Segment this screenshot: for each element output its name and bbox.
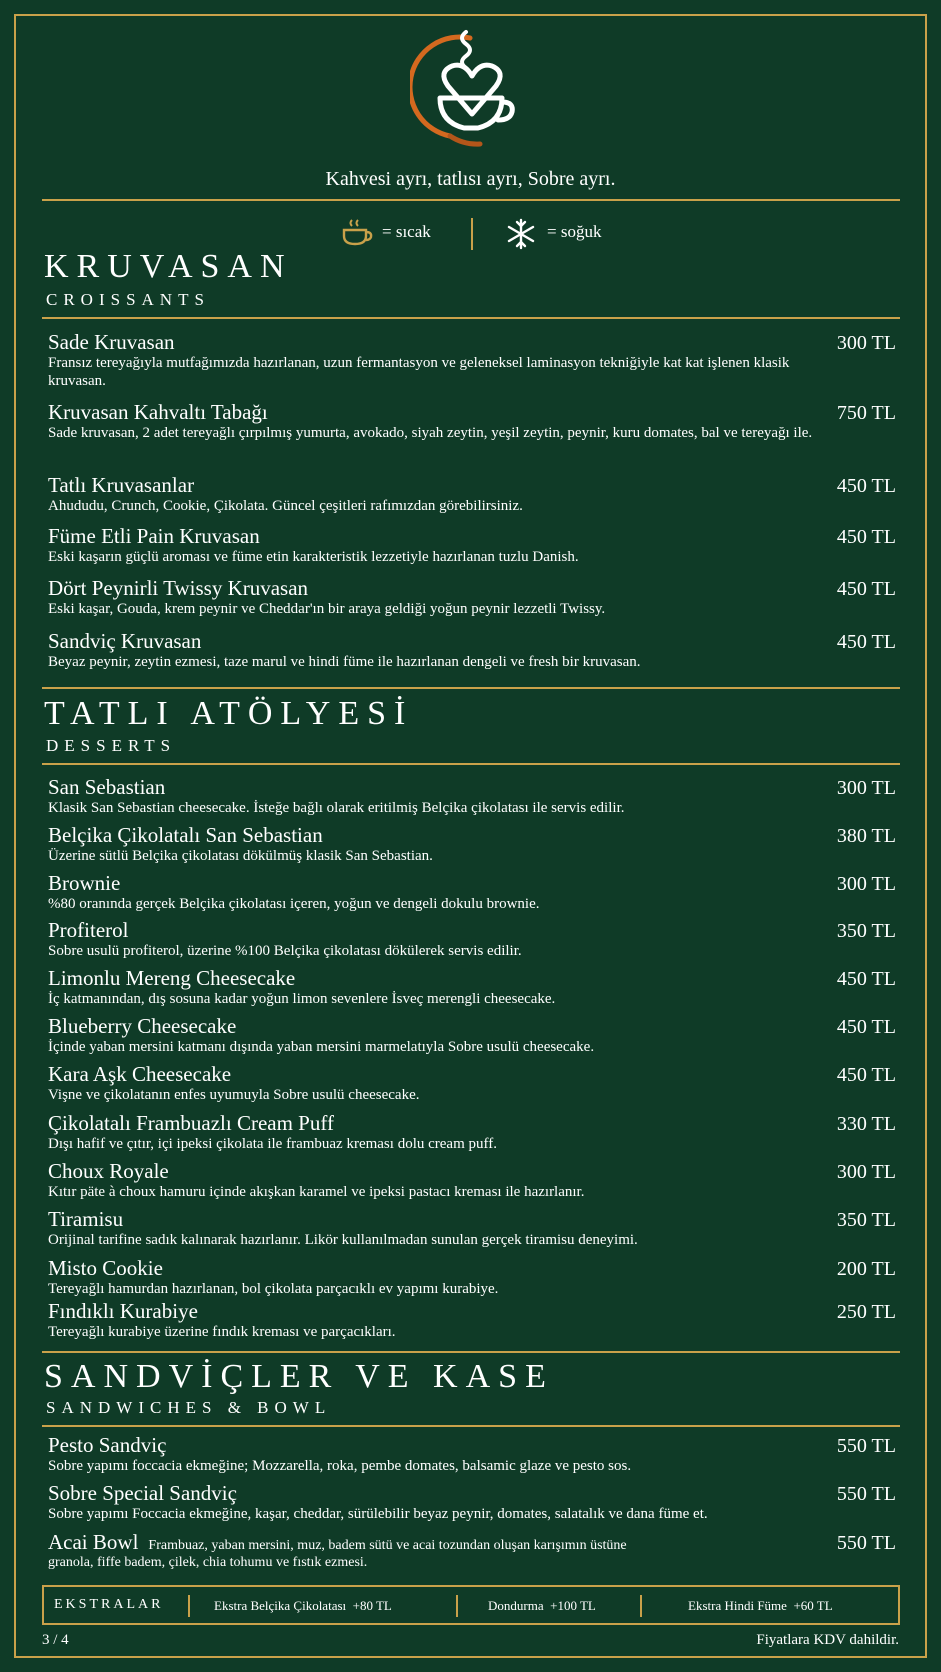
item-description: Tereyağlı kurabiye üzerine fındık kreması ve parçacıkları. [48,1324,396,1340]
legend-separator [471,218,473,250]
item-name: Çikolatalı Frambuazlı Cream Puff [48,1111,334,1135]
divider [42,317,900,319]
item-price: 450 TL [836,526,896,548]
extras-box [42,1585,900,1625]
cold-label: = soğuk [547,222,602,241]
menu-item [48,775,900,817]
item-description: Dışı hafif ve çıtır, içi ipeksi çikolata ile frambuaz kreması dolu cream puff. [48,1136,497,1152]
extras-separator [456,1595,458,1617]
section-subtitle-sandwiches: SANDWICHES & BOWL [46,1398,332,1417]
item-price: 450 TL [836,578,896,600]
item-description: Klasik San Sebastian cheesecake. İsteğe bağlı olarak eritilmiş Belçika çikolatası ile servis edilir. [48,800,625,816]
extra-price: +80 TL [352,1598,392,1613]
extra-price: +60 TL [793,1598,833,1613]
item-name: Blueberry Cheesecake [48,1014,237,1038]
menu-item [48,330,900,390]
section-subtitle-croissants: CROISSANTS [46,290,210,309]
menu-item [48,400,900,442]
extras-separator [640,1595,642,1617]
divider [42,1351,900,1353]
item-price: 450 TL [836,475,896,497]
item-name: Sade Kruvasan [48,330,175,354]
section-title-desserts: TATLI ATÖLYESİ [44,695,414,732]
item-description: Eski kaşarın güçlü aroması ve füme etin karakteristik lezzetiyle hazırlanan tuzlu Danish. [48,549,579,565]
section-subtitle-desserts: DESSERTS [46,736,177,755]
item-price: 300 TL [836,1161,896,1183]
item-name: Profiterol [48,918,129,942]
menu-item [48,1481,900,1523]
item-price: 450 TL [836,1016,896,1038]
temperature-legend [340,218,640,254]
menu-item [48,1530,900,1572]
menu-item [48,629,900,671]
item-description: İçinde yaban mersini katmanı dışında yaban mersini marmelatıyla Sobre usulü cheesecake. [48,1039,595,1055]
item-price: 330 TL [836,1113,896,1135]
divider [42,1425,900,1427]
item-name: Sobre Special Sandviç [48,1481,237,1505]
item-price: 300 TL [836,777,896,799]
item-name: Dört Peynirli Twissy Kruvasan [48,576,309,600]
item-price: 450 TL [836,1064,896,1086]
item-description: Sobre yapımı Foccacia ekmeğine, kaşar, cheddar, sürülebilir beyaz peynir, domates, salatalık ve dana füme et. [48,1506,708,1522]
extras-label: EKSTRALAR [54,1597,164,1612]
hot-label: = sıcak [382,222,431,241]
extras-separator [188,1595,190,1617]
item-price: 250 TL [836,1301,896,1323]
extra-name: Ekstra Hindi Füme [688,1598,787,1613]
item-description: Eski kaşar, Gouda, krem peynir ve Cheddar'ın bir araya geldiği yoğun peynir lezzetli Twissy. [48,601,606,617]
vat-note: Fiyatlara KDV dahildir. [756,1632,899,1648]
item-name: Limonlu Mereng Cheesecake [48,966,296,990]
menu-item [48,524,900,566]
item-description: Fransız tereyağıyla mutfağımızda hazırlanan, uzun fermantasyon ve geleneksel laminasyon tekniğiyle kat kat işlenen klasik kruvasan. [48,355,790,389]
menu-item [48,1433,900,1475]
item-name: Fındıklı Kurabiye [48,1299,198,1323]
menu-item [48,1111,900,1153]
item-price: 450 TL [836,968,896,990]
item-description-continued: granola, fiffe badem, çilek, chia tohumu ve fıstık ezmesi. [48,1555,368,1570]
item-description: Vişne ve çikolatanın enfes uyumuyla Sobre usulü cheesecake. [48,1087,420,1103]
item-description: %80 oranında gerçek Belçika çikolatası içeren, yoğun ve dengeli dokulu brownie. [48,896,540,912]
item-price: 350 TL [836,920,896,942]
section-title-croissants: KRUVASAN [44,248,293,285]
extra-name: Ekstra Belçika Çikolatası [214,1598,347,1613]
item-price: 300 TL [836,332,896,354]
extra-name: Dondurma [488,1598,544,1613]
item-name: Pesto Sandviç [48,1433,167,1457]
page-number: 3 / 4 [42,1632,69,1648]
item-description: Üzerine sütlü Belçika çikolatası dökülmüş klasik San Sebastian. [48,848,433,864]
hot-cup-icon [340,218,374,248]
brand-tagline: Kahvesi ayrı, tatlısı ayrı, Sobre ayrı. [325,168,616,190]
item-description: Orijinal tarifine sadık kalınarak hazırlanır. Likör kullanılmadan sunulan gerçek tiramisu deneyimi. [48,1232,638,1248]
item-name: Misto Cookie [48,1256,163,1280]
menu-item [48,1299,900,1341]
menu-item [48,1062,900,1104]
item-name: San Sebastian [48,775,166,799]
menu-item [48,871,900,913]
menu-item [48,823,900,865]
item-name: Kara Aşk Cheesecake [48,1062,232,1086]
item-name: Tatlı Kruvasanlar [48,473,195,497]
item-name: Choux Royale [48,1159,169,1183]
item-description: Beyaz peynir, zeytin ezmesi, taze marul ve hindi füme ile hazırlanan dengeli ve fresh bir kruvasan. [48,654,641,670]
menu-item [48,966,900,1008]
item-price: 750 TL [836,402,896,424]
divider [42,763,900,765]
item-name: Tiramisu [48,1207,124,1231]
item-name: Füme Etli Pain Kruvasan [48,524,260,548]
item-price: 350 TL [836,1209,896,1231]
item-description: Kıtır päte à choux hamuru içinde akışkan karamel ve ipeksi pastacı kreması ile hazırlanır. [48,1184,585,1200]
item-price: 200 TL [836,1258,896,1280]
menu-item [48,1207,900,1249]
menu-item [48,1014,900,1056]
item-description: Sade kruvasan, 2 adet tereyağlı çırpılmış yumurta, avokado, siyah zeytin, yeşil zeytin, peynir, kuru domates, bal ve tereyağı ile. [48,425,813,441]
extra-item [488,1598,596,1614]
item-price: 380 TL [836,825,896,847]
snowflake-icon [505,218,537,250]
sobre-logo [410,24,536,150]
item-description: Sobre usulü profiterol, üzerine %100 Belçika çikolatası dökülerek servis edilir. [48,943,522,959]
item-name: Brownie [48,871,121,895]
menu-item [48,473,900,515]
extra-item [214,1598,392,1614]
extra-price: +100 TL [550,1598,596,1613]
item-description: Frambuaz, yaban mersini, muz, badem sütü ve acai tozundan oluşan karışımın üstüne [148,1538,627,1553]
item-description: Ahududu, Crunch, Cookie, Çikolata. Güncel çeşitleri rafımızdan görebilirsiniz. [48,498,523,514]
item-price: 450 TL [836,631,896,653]
item-name: Belçika Çikolatalı San Sebastian [48,823,323,847]
item-price: 550 TL [836,1435,896,1457]
item-description: İç katmanından, dış sosuna kadar yoğun limon sevenlere İsveç merengli cheesecake. [48,991,556,1007]
item-name: Acai Bowl [48,1530,139,1554]
item-price: 300 TL [836,873,896,895]
divider [42,687,900,689]
menu-item [48,576,900,618]
extra-item [688,1598,833,1614]
menu-item [48,1256,900,1298]
menu-item [48,1159,900,1201]
section-title-sandwiches: SANDVİÇLER VE KASE [44,1358,554,1395]
item-price: 550 TL [836,1532,896,1554]
item-name: Sandviç Kruvasan [48,629,202,653]
item-description: Tereyağlı hamurdan hazırlanan, bol çikolata parçacıklı ev yapımı kurabiye. [48,1281,499,1297]
item-description: Sobre yapımı foccacia ekmeğine; Mozzarella, roka, pembe domates, balsamic glaze ve pesto sos. [48,1458,632,1474]
menu-item [48,918,900,960]
item-price: 550 TL [836,1483,896,1505]
divider [42,199,900,201]
item-name: Kruvasan Kahvaltı Tabağı [48,400,268,424]
